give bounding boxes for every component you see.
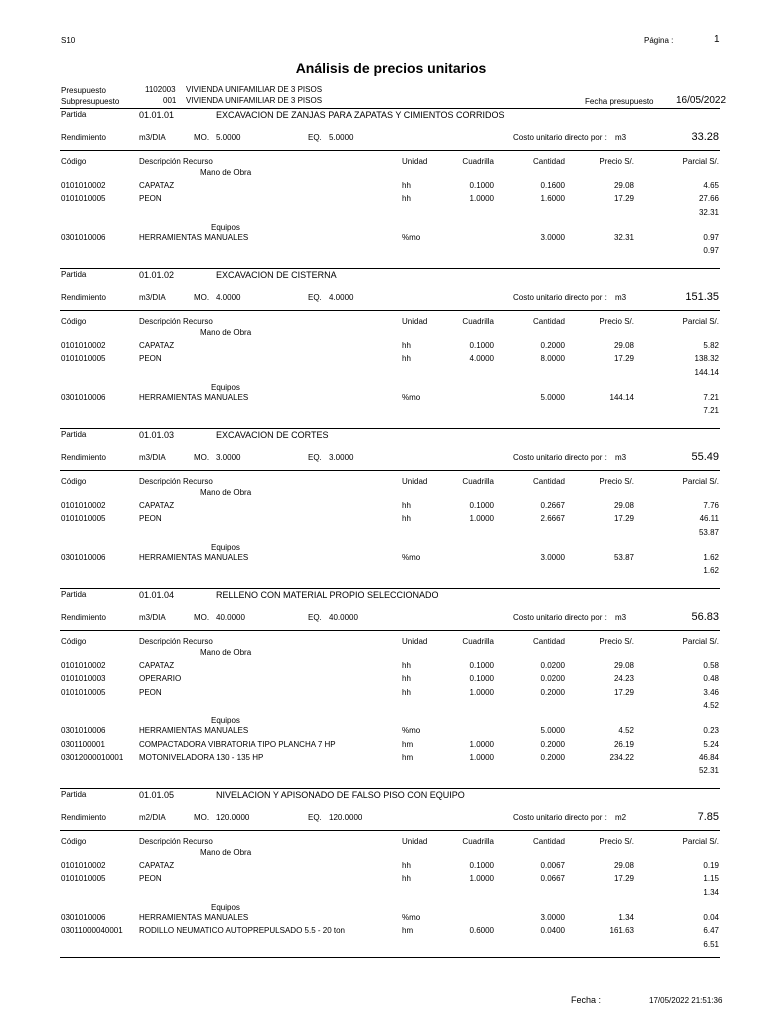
resource-code: 0101010002 — [61, 861, 106, 870]
resource-cantidad: 0.1600 — [540, 181, 565, 190]
partida-name: EXCAVACION DE CORTES — [216, 430, 329, 440]
rendimiento-rule — [60, 830, 720, 831]
resource-unit: %mo — [402, 392, 421, 402]
resource-desc: CAPATAZ — [139, 501, 175, 510]
resource-code: 0101010003 — [61, 674, 106, 684]
equipos-subtotal: 7.21 — [703, 406, 719, 416]
resource-cuadrilla: 1.0000 — [469, 514, 494, 524]
resource-parcial: 0.97 — [703, 232, 719, 242]
partida-code: 01.01.01 — [139, 110, 175, 120]
col-cuadrilla: Cuadrilla — [462, 157, 494, 166]
partida-label: Partida — [61, 790, 87, 799]
resource-unit: hh — [402, 181, 411, 190]
resource-cantidad: 0.0400 — [540, 926, 565, 936]
col-codigo: Código — [61, 637, 87, 646]
subpresupuesto-label: Subpresupuesto — [61, 97, 120, 106]
resource-code: 0101010005 — [61, 354, 106, 364]
rendimiento-unit: m3/DIA — [139, 133, 166, 142]
resource-cantidad: 1.6000 — [540, 194, 565, 204]
resource-desc: CAPATAZ — [139, 341, 175, 350]
mo-value: 120.0000 — [216, 813, 250, 822]
resource-code: 0101010002 — [61, 501, 106, 510]
resource-unit: %mo — [402, 552, 421, 562]
col-unidad: Unidad — [402, 157, 428, 166]
col-codigo: Código — [61, 157, 87, 166]
resource-cantidad: 0.0067 — [540, 861, 565, 870]
resource-code: 0301010006 — [61, 392, 106, 402]
resource-cantidad: 3.0000 — [540, 232, 565, 242]
rendimiento-label: Rendimiento — [61, 453, 106, 462]
resource-precio: 29.08 — [613, 181, 634, 190]
resource-parcial: 138.32 — [694, 354, 719, 364]
resource-precio: 29.08 — [613, 861, 634, 870]
mo-value: 5.0000 — [216, 133, 241, 142]
resource-code: 03012000010001 — [61, 752, 124, 762]
resource-desc: CAPATAZ — [139, 661, 175, 670]
partida-name: EXCAVACION DE CISTERNA — [216, 270, 337, 280]
resource-code: 0301010006 — [61, 552, 106, 562]
equipos-subtotal: 52.31 — [698, 766, 719, 776]
rendimiento-label: Rendimiento — [61, 813, 106, 822]
resource-precio: 234.22 — [609, 752, 634, 762]
group-equipos: Equipos — [211, 902, 240, 912]
resource-parcial: 0.48 — [703, 674, 719, 684]
resource-code: 0101010002 — [61, 341, 106, 350]
partida-name: NIVELACION Y APISONADO DE FALSO PISO CON EQUIPO — [216, 790, 465, 800]
report-code: S10 — [61, 36, 76, 45]
resource-parcial: 4.65 — [703, 181, 719, 190]
resource-precio: 17.29 — [613, 514, 634, 524]
resource-precio: 17.29 — [613, 354, 634, 364]
resource-precio: 4.52 — [618, 726, 634, 736]
presupuesto-name: VIVIENDA UNIFAMILIAR DE 3 PISOS — [186, 85, 323, 94]
col-parcial: Parcial S/. — [682, 637, 719, 646]
resource-parcial: 27.66 — [698, 194, 719, 204]
partida-code: 01.01.02 — [139, 270, 175, 280]
col-unidad: Unidad — [402, 637, 428, 646]
presupuesto-code: 1102003 — [145, 85, 176, 94]
group-mano-obra: Mano de Obra — [200, 848, 252, 857]
col-cantidad: Cantidad — [532, 477, 565, 486]
resource-desc: PEON — [139, 687, 162, 697]
resource-cuadrilla: 1.0000 — [469, 194, 494, 204]
col-precio: Precio S/. — [599, 637, 634, 646]
equipos-subtotal: 1.62 — [703, 566, 719, 576]
mano-obra-subtotal: 32.31 — [698, 207, 719, 217]
costo-unitario-unit: m3 — [615, 133, 627, 142]
mo-label: MO. — [194, 813, 210, 822]
eq-value: 3.0000 — [329, 453, 354, 462]
partida-name: EXCAVACION DE ZANJAS PARA ZAPATAS Y CIMIENTOS CORRIDOS — [216, 110, 505, 120]
resource-code: 0101010002 — [61, 181, 106, 190]
footer-fecha: 17/05/2022 21:51:36 — [649, 996, 723, 1005]
eq-label: EQ. — [308, 453, 322, 462]
mo-value: 40.0000 — [216, 613, 245, 622]
col-codigo: Código — [61, 477, 87, 486]
costo-unitario-label: Costo unitario directo por : — [513, 813, 607, 822]
equipos-subtotal: 0.97 — [703, 246, 719, 256]
col-parcial: Parcial S/. — [682, 477, 719, 486]
costo-unitario-label: Costo unitario directo por : — [513, 133, 607, 142]
resource-precio: 53.87 — [613, 552, 634, 562]
eq-label: EQ. — [308, 813, 322, 822]
resource-cuadrilla: 0.1000 — [469, 674, 494, 684]
resource-cantidad: 0.2000 — [540, 752, 565, 762]
col-precio: Precio S/. — [599, 157, 634, 166]
resource-parcial: 46.84 — [698, 752, 719, 762]
resource-parcial: 0.19 — [703, 861, 719, 870]
resource-parcial: 1.15 — [703, 874, 719, 884]
resource-unit: hm — [402, 752, 414, 762]
resource-cuadrilla: 0.1000 — [469, 861, 494, 870]
col-descripcion: Descripción Recurso — [139, 837, 213, 846]
col-codigo: Código — [61, 837, 87, 846]
resource-desc: PEON — [139, 194, 162, 204]
resource-parcial: 1.62 — [703, 552, 719, 562]
rendimiento-unit: m3/DIA — [139, 613, 166, 622]
equipos-subtotal: 6.51 — [703, 939, 719, 949]
costo-unitario-unit: m2 — [615, 813, 627, 822]
col-parcial: Parcial S/. — [682, 317, 719, 326]
resource-desc: MOTONIVELADORA 130 - 135 HP — [139, 752, 264, 762]
mano-obra-subtotal: 53.87 — [698, 527, 719, 537]
col-cuadrilla: Cuadrilla — [462, 637, 494, 646]
group-equipos: Equipos — [211, 716, 240, 726]
resource-precio: 24.23 — [613, 674, 634, 684]
resource-desc: HERRAMIENTAS MANUALES — [139, 912, 249, 922]
partida-code: 01.01.04 — [139, 590, 175, 600]
resource-code: 0101010002 — [61, 661, 106, 670]
eq-label: EQ. — [308, 613, 322, 622]
eq-label: EQ. — [308, 293, 322, 302]
resource-cantidad: 0.2667 — [540, 501, 565, 510]
mano-obra-subtotal: 4.52 — [703, 700, 719, 710]
footer-fecha-label: Fecha : — [571, 995, 602, 1005]
col-unidad: Unidad — [402, 317, 428, 326]
resource-code: 0101010005 — [61, 687, 106, 697]
resource-desc: HERRAMIENTAS MANUALES — [139, 392, 249, 402]
resource-unit: hh — [402, 674, 411, 684]
mo-label: MO. — [194, 453, 210, 462]
partida-code: 01.01.05 — [139, 790, 175, 800]
col-parcial: Parcial S/. — [682, 157, 719, 166]
resource-precio: 17.29 — [613, 874, 634, 884]
mo-value: 3.0000 — [216, 453, 241, 462]
col-precio: Precio S/. — [599, 477, 634, 486]
costo-unitario-value: 33.28 — [691, 131, 719, 143]
resource-precio: 144.14 — [609, 392, 634, 402]
resource-unit: hm — [402, 739, 414, 749]
resource-desc: PEON — [139, 514, 162, 524]
costo-unitario-value: 151.35 — [685, 291, 719, 303]
resource-desc: RODILLO NEUMATICO AUTOPREPULSADO 5.5 - 20 ton — [139, 926, 345, 936]
eq-label: EQ. — [308, 133, 322, 142]
group-mano-obra: Mano de Obra — [200, 168, 252, 177]
resource-cantidad: 5.0000 — [540, 392, 565, 402]
resource-unit: hh — [402, 874, 411, 884]
costo-unitario-label: Costo unitario directo por : — [513, 293, 607, 302]
costo-unitario-unit: m3 — [615, 613, 627, 622]
partida-top-rule — [60, 588, 720, 589]
resource-precio: 29.08 — [613, 341, 634, 350]
resource-cuadrilla: 0.1000 — [469, 181, 494, 190]
resource-precio: 29.08 — [613, 501, 634, 510]
resource-precio: 17.29 — [613, 687, 634, 697]
resource-unit: %mo — [402, 726, 421, 736]
partida-label: Partida — [61, 270, 87, 279]
presupuesto-label: Presupuesto — [61, 86, 106, 95]
group-equipos: Equipos — [211, 382, 240, 392]
resource-cantidad: 0.0667 — [540, 874, 565, 884]
resource-unit: hh — [402, 661, 411, 670]
resource-code: 0301010006 — [61, 912, 106, 922]
col-cantidad: Cantidad — [532, 317, 565, 326]
group-mano-obra: Mano de Obra — [200, 328, 252, 337]
partida-top-rule — [60, 108, 720, 109]
col-cantidad: Cantidad — [532, 637, 565, 646]
fecha-presupuesto: 16/05/2022 — [676, 95, 727, 106]
rendimiento-rule — [60, 150, 720, 151]
group-equipos: Equipos — [211, 542, 240, 552]
mo-value: 4.0000 — [216, 293, 241, 302]
rendimiento-rule — [60, 630, 720, 631]
resource-cuadrilla: 1.0000 — [469, 739, 494, 749]
resource-precio: 17.29 — [613, 194, 634, 204]
col-precio: Precio S/. — [599, 837, 634, 846]
resource-unit: hh — [402, 501, 411, 510]
rendimiento-label: Rendimiento — [61, 293, 106, 302]
resource-desc: PEON — [139, 354, 162, 364]
resource-precio: 161.63 — [609, 926, 634, 936]
costo-unitario-value: 7.85 — [697, 811, 719, 823]
partida-label: Partida — [61, 590, 87, 599]
resource-parcial: 0.58 — [703, 661, 719, 670]
col-precio: Precio S/. — [599, 317, 634, 326]
resource-desc: HERRAMIENTAS MANUALES — [139, 552, 249, 562]
mo-label: MO. — [194, 613, 210, 622]
col-cuadrilla: Cuadrilla — [462, 317, 494, 326]
resource-cuadrilla: 1.0000 — [469, 687, 494, 697]
resource-cantidad: 8.0000 — [540, 354, 565, 364]
group-mano-obra: Mano de Obra — [200, 648, 252, 657]
costo-unitario-unit: m3 — [615, 453, 627, 462]
partida-label: Partida — [61, 110, 87, 119]
resource-precio: 1.34 — [618, 912, 634, 922]
resource-unit: hm — [402, 926, 414, 936]
col-cuadrilla: Cuadrilla — [462, 837, 494, 846]
col-parcial: Parcial S/. — [682, 837, 719, 846]
resource-cantidad: 0.0200 — [540, 674, 565, 684]
resource-unit: %mo — [402, 912, 421, 922]
resource-cantidad: 3.0000 — [540, 912, 565, 922]
resource-cantidad: 0.0200 — [540, 661, 565, 670]
resource-cantidad: 0.2000 — [540, 341, 565, 350]
resource-cantidad: 5.0000 — [540, 726, 565, 736]
resource-unit: hh — [402, 194, 411, 204]
col-descripcion: Descripción Recurso — [139, 317, 213, 326]
resource-parcial: 5.24 — [703, 739, 719, 749]
resource-unit: hh — [402, 861, 411, 870]
col-cantidad: Cantidad — [532, 837, 565, 846]
page-number: 1 — [714, 34, 720, 45]
page-bottom-rule — [60, 957, 720, 958]
eq-value: 5.0000 — [329, 133, 354, 142]
eq-value: 120.0000 — [329, 813, 363, 822]
group-mano-obra: Mano de Obra — [200, 488, 252, 497]
page-title: Análisis de precios unitarios — [295, 60, 487, 76]
resource-desc: OPERARIO — [139, 674, 182, 684]
resource-unit: %mo — [402, 232, 421, 242]
resource-code: 0101010005 — [61, 514, 106, 524]
mano-obra-subtotal: 144.14 — [694, 367, 719, 377]
resource-unit: hh — [402, 514, 411, 524]
costo-unitario-label: Costo unitario directo por : — [513, 613, 607, 622]
resource-desc: HERRAMIENTAS MANUALES — [139, 726, 249, 736]
resource-unit: hh — [402, 687, 411, 697]
group-equipos: Equipos — [211, 222, 240, 232]
resource-code: 0301010006 — [61, 232, 106, 242]
resource-unit: hh — [402, 354, 411, 364]
resource-desc: HERRAMIENTAS MANUALES — [139, 232, 249, 242]
subpresupuesto-code: 001 — [163, 96, 177, 105]
resource-parcial: 0.23 — [703, 726, 719, 736]
resource-parcial: 5.82 — [703, 341, 719, 350]
resource-parcial: 0.04 — [703, 912, 719, 922]
mo-label: MO. — [194, 293, 210, 302]
eq-value: 40.0000 — [329, 613, 358, 622]
resource-desc: COMPACTADORA VIBRATORIA TIPO PLANCHA 7 HP — [139, 739, 336, 749]
resource-cuadrilla: 0.1000 — [469, 661, 494, 670]
page-label: Página : — [644, 36, 674, 45]
resource-cantidad: 3.0000 — [540, 552, 565, 562]
costo-unitario-value: 56.83 — [691, 611, 719, 623]
partida-name: RELLENO CON MATERIAL PROPIO SELECCIONADO — [216, 590, 439, 600]
rendimiento-unit: m2/DIA — [139, 813, 166, 822]
resource-parcial: 3.46 — [703, 687, 719, 697]
resource-cuadrilla: 1.0000 — [469, 752, 494, 762]
col-unidad: Unidad — [402, 477, 428, 486]
resource-code: 0101010005 — [61, 874, 106, 884]
resource-code: 0301100001 — [61, 739, 105, 749]
resource-cuadrilla: 0.6000 — [469, 926, 494, 936]
col-codigo: Código — [61, 317, 87, 326]
partida-top-rule — [60, 788, 720, 789]
costo-unitario-label: Costo unitario directo por : — [513, 453, 607, 462]
resource-code: 0101010005 — [61, 194, 106, 204]
resource-parcial: 46.11 — [699, 514, 719, 524]
fecha-presupuesto-label: Fecha presupuesto — [585, 97, 654, 106]
resource-code: 0301010006 — [61, 726, 106, 736]
col-unidad: Unidad — [402, 837, 428, 846]
partida-top-rule — [60, 428, 720, 429]
partida-code: 01.01.03 — [139, 430, 175, 440]
resource-desc: PEON — [139, 874, 162, 884]
mo-label: MO. — [194, 133, 210, 142]
col-cuadrilla: Cuadrilla — [462, 477, 494, 486]
mano-obra-subtotal: 1.34 — [703, 887, 719, 897]
resource-cuadrilla: 1.0000 — [469, 874, 494, 884]
resource-precio: 26.19 — [613, 739, 634, 749]
rendimiento-label: Rendimiento — [61, 613, 106, 622]
resource-code: 03011000040001 — [61, 926, 123, 936]
costo-unitario-value: 55.49 — [691, 451, 719, 463]
resource-desc: CAPATAZ — [139, 181, 175, 190]
eq-value: 4.0000 — [329, 293, 354, 302]
resource-cuadrilla: 0.1000 — [469, 341, 494, 350]
resource-cuadrilla: 4.0000 — [469, 354, 494, 364]
resource-unit: hh — [402, 341, 411, 350]
rendimiento-rule — [60, 470, 720, 471]
col-cantidad: Cantidad — [532, 157, 565, 166]
resource-cantidad: 2.6667 — [540, 514, 565, 524]
resource-cantidad: 0.2000 — [540, 687, 565, 697]
rendimiento-unit: m3/DIA — [139, 293, 166, 302]
resource-precio: 29.08 — [613, 661, 634, 670]
resource-cuadrilla: 0.1000 — [469, 501, 494, 510]
rendimiento-label: Rendimiento — [61, 133, 106, 142]
resource-precio: 32.31 — [613, 232, 634, 242]
partida-label: Partida — [61, 430, 87, 439]
resource-desc: CAPATAZ — [139, 861, 175, 870]
resource-cantidad: 0.2000 — [540, 739, 565, 749]
col-descripcion: Descripción Recurso — [139, 637, 213, 646]
resource-parcial: 7.76 — [703, 501, 719, 510]
resource-parcial: 6.47 — [703, 926, 719, 936]
col-descripcion: Descripción Recurso — [139, 477, 213, 486]
resource-parcial: 7.21 — [703, 392, 719, 402]
partida-top-rule — [60, 268, 720, 269]
costo-unitario-unit: m3 — [615, 293, 627, 302]
col-descripcion: Descripción Recurso — [139, 157, 213, 166]
rendimiento-unit: m3/DIA — [139, 453, 166, 462]
subpresupuesto-name: VIVIENDA UNIFAMILIAR DE 3 PISOS — [186, 96, 323, 105]
rendimiento-rule — [60, 310, 720, 311]
